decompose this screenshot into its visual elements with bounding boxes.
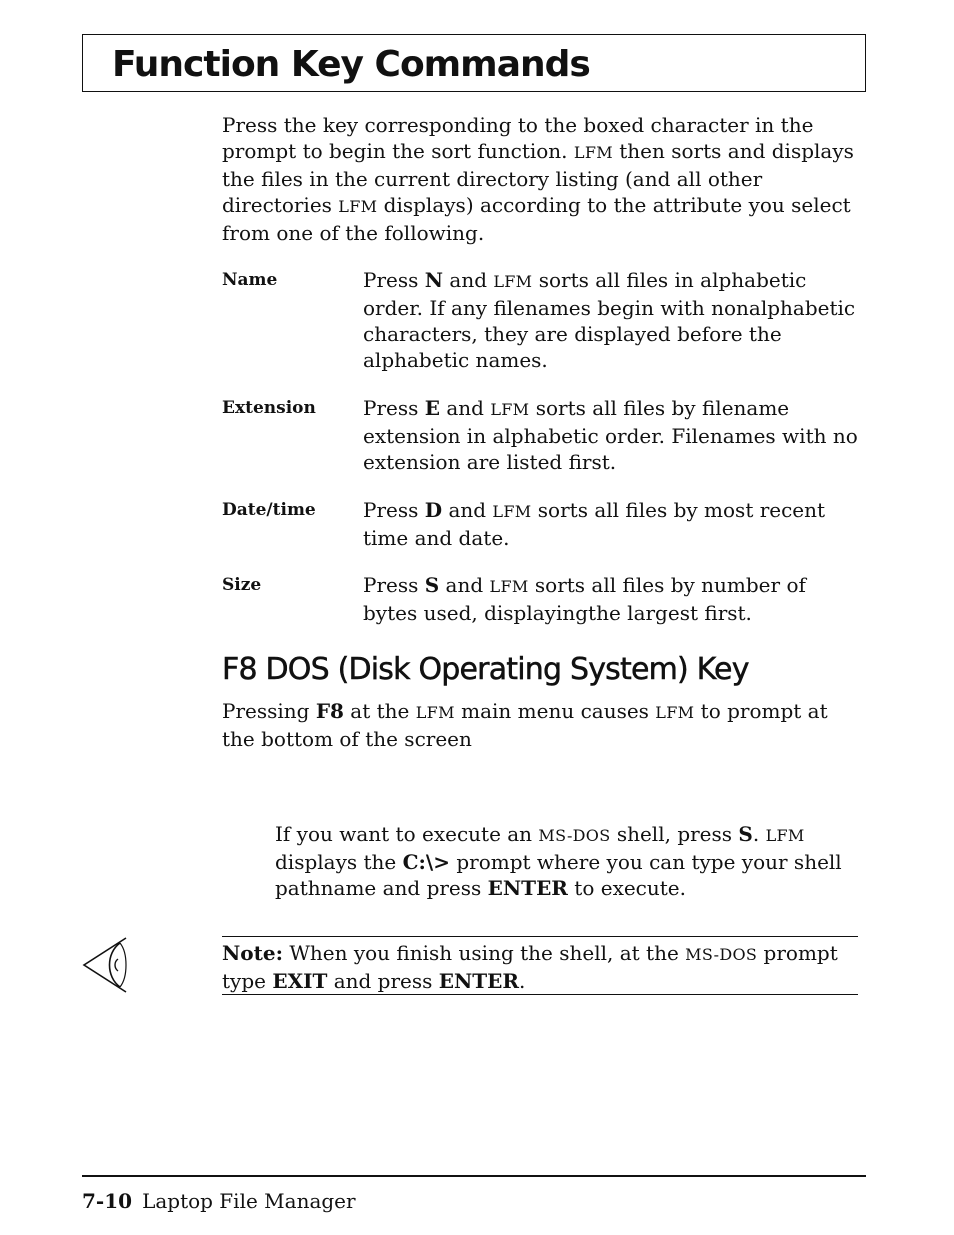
note-label: Note: (222, 941, 283, 965)
page-title: Function Key Commands (112, 44, 590, 85)
intro-text-3: displays) according to the attribute you select from one of the following. (222, 193, 851, 245)
key-d: D (424, 498, 443, 522)
key-s: S (424, 573, 440, 597)
section-heading-f8: F8 DOS (Disk Operating System) Key (222, 652, 749, 687)
term-size: Size (222, 575, 262, 595)
key-enter-note: ENTER (438, 969, 520, 993)
key-f8: F8 (315, 699, 344, 723)
definition-size: Press S and LFM sorts all files by number of bytes used, displayingthe largest first. (363, 573, 806, 625)
key-s-shell: S (738, 822, 753, 846)
shell-paragraph: If you want to execute an MS-DOS shell, press S. LFM displays the C:\> prompt where you can type your shell pathname and press ENTER to execute. (275, 822, 842, 900)
intro-paragraph (222, 112, 862, 246)
definition-extension: Press E and LFM sorts all files by filename extension in alphabetic order. Filenames with no extension are listed first. (363, 396, 858, 474)
term-name: Name (222, 270, 278, 290)
key-n: N (424, 268, 444, 292)
intro-text-2: then sorts and displays the files in the current directory listing (and all other directories (222, 139, 854, 217)
key-exit: EXIT (272, 969, 328, 993)
key-e: E (424, 396, 440, 420)
footer (82, 1188, 356, 1214)
footer-rule (82, 1175, 866, 1177)
term-extension: Extension (222, 398, 316, 418)
page-number: 7-10 (82, 1189, 133, 1213)
term-date-time: Date/time (222, 500, 316, 520)
title-box (82, 34, 866, 92)
definition-name: Press N and LFM sorts all files in alphabetic order. If any filenames begin with nonalphabetic characters, they are displayed before the alphabetic names. (363, 268, 856, 372)
note-box: Note: When you finish using the shell, at the MS-DOS prompt type EXIT and press ENTER. (222, 936, 858, 995)
intro-text-1: Press the key corresponding to the boxed character in the prompt to begin the sort function. (222, 113, 814, 163)
eye-icon (80, 935, 130, 995)
lfm-abbr: LFM (338, 197, 378, 216)
dos-prompt: C:\> (402, 850, 450, 874)
f8-paragraph: Pressing F8 at the LFM main menu causes LFM to prompt at the bottom of the screen (222, 699, 828, 751)
definition-date-time: Press D and LFM sorts all files by most recent time and date. (363, 498, 826, 550)
footer-title: Laptop File Manager (142, 1189, 356, 1213)
lfm-abbr: LFM (573, 143, 613, 162)
key-enter: ENTER (487, 876, 568, 900)
